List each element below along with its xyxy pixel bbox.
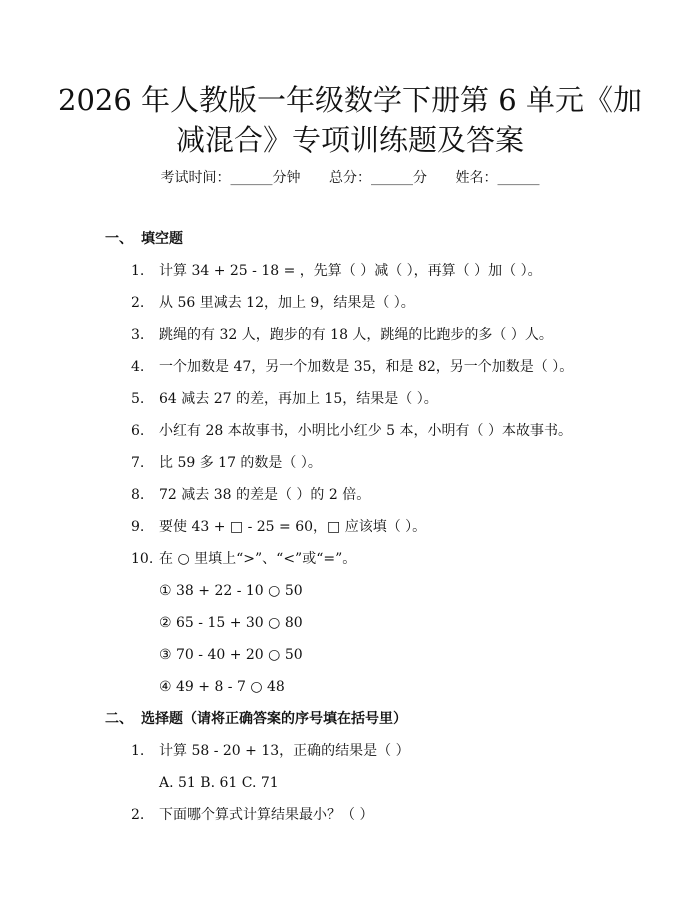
- question-item: [131, 389, 438, 409]
- section-title: 填空题: [141, 231, 183, 247]
- document-title: [40, 80, 660, 160]
- question-text: 下面哪个算式计算结果最小？（ ）: [159, 807, 374, 823]
- question-item: [131, 549, 356, 569]
- total-score-field: 总分：______分: [329, 170, 427, 186]
- question-item: [131, 357, 573, 377]
- comparison-item: ② 65 - 15 + 30 ○ 80: [159, 615, 303, 631]
- question-item: [131, 293, 415, 313]
- question-item: [131, 517, 426, 537]
- question-number: 2.: [131, 295, 145, 311]
- question-text: 在 ○ 里填上“>”、“<”或“=”。: [159, 551, 357, 567]
- answer-options: A. 51 B. 61 C. 71: [159, 775, 279, 791]
- section-heading-fill-in: [105, 229, 183, 249]
- question-text: 跳绳的有 32 人，跑步的有 18 人，跳绳的比跑步的多（ ）人。: [159, 327, 553, 343]
- comparison-item: ① 38 + 22 - 10 ○ 50: [159, 583, 303, 599]
- question-text: 72 减去 38 的差是（ ）的 2 倍。: [159, 487, 371, 503]
- question-text: 从 56 里减去 12，加上 9，结果是（ ）。: [159, 295, 415, 311]
- question-text: 小红有 28 本故事书，小明比小红少 5 本，小明有（ ）本故事书。: [159, 423, 572, 439]
- title-line-1: 2026 年人教版一年级数学下册第 6 单元《加: [58, 83, 642, 117]
- question-item: [131, 741, 410, 761]
- question-number: 10.: [131, 551, 154, 567]
- question-number: 1.: [131, 743, 145, 759]
- exam-time-field: 考试时间：______分钟: [160, 170, 301, 186]
- section-title: 选择题（请将正确答案的序号填在括号里）: [141, 711, 407, 727]
- question-text: 计算 58 - 20 + 13，正确的结果是（ ）: [159, 743, 410, 759]
- question-number: 5.: [131, 391, 145, 407]
- question-number: 9.: [131, 519, 145, 535]
- title-line-2: 减混合》专项训练题及答案: [175, 123, 524, 157]
- question-number: 3.: [131, 327, 145, 343]
- question-item: [131, 421, 572, 441]
- question-text: 比 59 多 17 的数是（ ）。: [159, 455, 322, 471]
- section-heading-multiple-choice: [105, 709, 407, 729]
- question-item: [131, 805, 373, 825]
- question-number: 7.: [131, 455, 145, 471]
- question-item: [131, 261, 542, 281]
- section-number: 二、: [105, 711, 133, 727]
- question-number: 4.: [131, 359, 145, 375]
- question-text: 64 减去 27 的差，再加上 15，结果是（ ）。: [159, 391, 438, 407]
- comparison-item: ④ 49 + 8 - 7 ○ 48: [159, 679, 285, 695]
- question-item: [131, 325, 553, 345]
- section-number: 一、: [105, 231, 133, 247]
- question-number: 2.: [131, 807, 145, 823]
- question-item: [131, 485, 370, 505]
- student-name-field: 姓名：______: [455, 170, 540, 186]
- comparison-item: ③ 70 - 40 + 20 ○ 50: [159, 647, 303, 663]
- question-number: 1.: [131, 263, 145, 279]
- question-text: 计算 34 + 25 - 18 = ，先算（ ）减（ ），再算（ ）加（ ）。: [159, 263, 542, 279]
- question-item: [131, 453, 322, 473]
- question-number: 8.: [131, 487, 145, 503]
- question-number: 6.: [131, 423, 145, 439]
- question-text: 一个加数是 47，另一个加数是 35，和是 82，另一个加数是（ ）。: [159, 359, 574, 375]
- question-text: 要使 43 + □ - 25 = 60，□ 应该填（ ）。: [159, 519, 427, 535]
- exam-info: [0, 168, 700, 188]
